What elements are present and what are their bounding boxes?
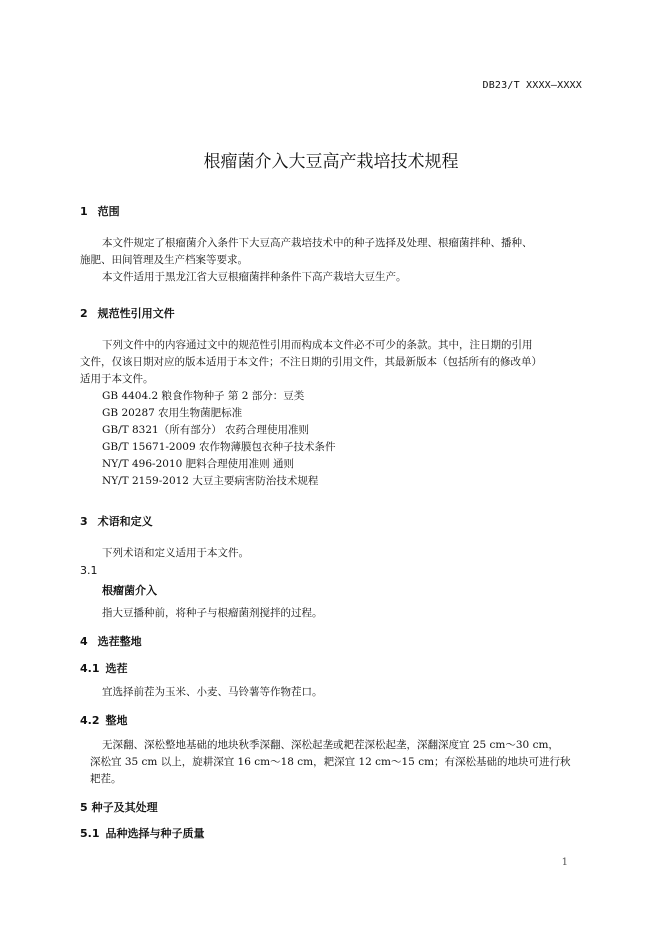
term-3-1-definition: 指大豆播种前，将种子与根瘤菌剂搅拌的过程。 bbox=[102, 607, 323, 619]
page-number: 1 bbox=[561, 857, 568, 868]
section-number: 2 bbox=[80, 307, 88, 320]
section-3-heading bbox=[80, 513, 153, 529]
subsection-number: 4.2 bbox=[80, 714, 100, 727]
section-title: 范围 bbox=[97, 205, 120, 218]
section-1-heading bbox=[80, 203, 120, 219]
normative-reference-item: GB/T 15671-2009 农作物薄膜包衣种子技术条件 bbox=[102, 441, 336, 453]
section-3-intro: 下列术语和定义适用于本文件。 bbox=[102, 547, 249, 559]
term-3-1-name: 根瘤菌介入 bbox=[102, 584, 157, 597]
section-1-paragraph-2: 本文件适用于黑龙江省大豆根瘤菌拌种条件下高产栽培大豆生产。 bbox=[102, 271, 407, 283]
subsection-number: 5.1 bbox=[80, 827, 100, 840]
section-1-paragraph-1-line-2: 施肥、田间管理及生产档案等要求。 bbox=[80, 254, 248, 266]
section-2-paragraph-line-1: 下列文件中的内容通过文中的规范性引用而构成本文件必不可少的条款。其中，注日期的引用 bbox=[102, 339, 533, 351]
subsection-4-1-heading bbox=[80, 660, 128, 676]
normative-reference-item: NY/T 496-2010 肥料合理使用准则 通则 bbox=[102, 458, 294, 470]
section-1-paragraph-1-line-1: 本文件规定了根瘤菌介入条件下大豆高产栽培技术中的种子选择及处理、根瘤菌拌种、播种、 bbox=[102, 237, 533, 249]
subsection-title: 品种选择与种子质量 bbox=[105, 827, 205, 840]
section-number: 3 bbox=[80, 515, 88, 528]
normative-reference-item: GB 4404.2 粮食作物种子 第 2 部分：豆类 bbox=[102, 390, 305, 402]
section-title: 规范性引用文件 bbox=[97, 307, 175, 320]
subsection-4-2-line-1: 无深翻、深松整地基础的地块秋季深翻、深松起垄或耙茬深松起垄，深翻深度宜 25 cm～30 cm， bbox=[102, 739, 559, 751]
subsection-4-2-line-3: 耙茬。 bbox=[90, 773, 122, 785]
subsection-4-2-heading bbox=[80, 712, 128, 728]
subsection-title: 选茬 bbox=[105, 662, 128, 675]
section-4-heading bbox=[80, 633, 142, 649]
normative-reference-item: GB/T 8321（所有部分） 农药合理使用准则 bbox=[102, 424, 310, 436]
section-title: 术语和定义 bbox=[97, 515, 153, 528]
document-code-header: DB23/T XXXX—XXXX bbox=[482, 80, 582, 91]
term-3-1-number: 3.1 bbox=[80, 564, 98, 577]
section-title: 选茬整地 bbox=[97, 635, 142, 648]
subsection-4-2-line-2: 深松宜 35 cm 以上，旋耕深宜 16 cm～18 cm，耙深宜 12 cm～15 cm；有深松基础的地块可进行秋 bbox=[90, 756, 571, 768]
subsection-number: 4.1 bbox=[80, 662, 100, 675]
section-number: 4 bbox=[80, 635, 88, 648]
document-title: 根瘤菌介入大豆高产栽培技术规程 bbox=[203, 152, 459, 172]
section-2-paragraph-line-2: 文件，仅该日期对应的版本适用于本文件；不注日期的引用文件，其最新版本（包括所有的修改单） bbox=[80, 356, 542, 368]
section-number: 1 bbox=[80, 205, 88, 218]
subsection-5-1-heading bbox=[80, 825, 205, 841]
section-title: 种子及其处理 bbox=[91, 801, 158, 814]
subsection-4-1-paragraph: 宜选择前茬为玉米、小麦、马铃薯等作物茬口。 bbox=[102, 686, 323, 698]
normative-reference-item: GB 20287 农用生物菌肥标准 bbox=[102, 407, 243, 419]
normative-reference-item: NY/T 2159-2012 大豆主要病害防治技术规程 bbox=[102, 475, 319, 487]
section-number: 5 bbox=[80, 801, 88, 814]
section-2-paragraph-line-3: 适用于本文件。 bbox=[80, 373, 154, 385]
subsection-title: 整地 bbox=[105, 714, 128, 727]
section-5-heading bbox=[80, 799, 158, 815]
section-2-heading bbox=[80, 305, 175, 321]
